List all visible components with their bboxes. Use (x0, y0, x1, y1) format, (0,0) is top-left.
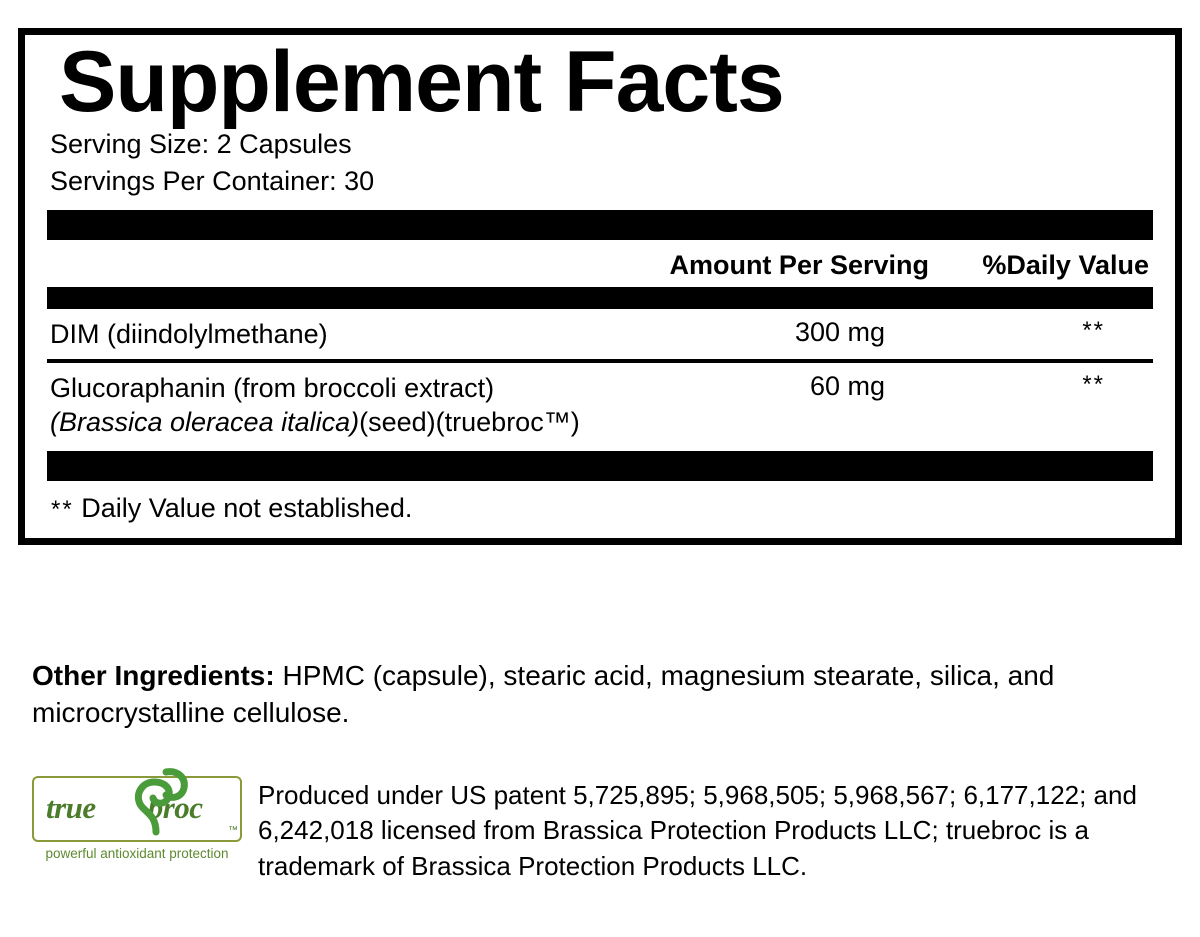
ingredient-daily-value: ** (1082, 317, 1105, 345)
truebroc-logo (32, 772, 242, 861)
logo-tm-icon: ™ (228, 825, 238, 836)
table-header-row (47, 240, 1153, 287)
logo-word-true: true (46, 790, 96, 825)
other-ingredients-label: Other Ingredients: (32, 660, 275, 691)
table-row (47, 309, 1153, 363)
logo-word-broc: broc (147, 790, 203, 825)
ingredient-name: Glucoraphanin (from broccoli extract) (50, 372, 495, 403)
broccoli-swirl-icon (126, 764, 190, 838)
ingredient-name: DIM (diindolylmethane) (50, 319, 328, 350)
ingredient-subname (50, 405, 585, 440)
other-ingredients-text: HPMC (capsule), stearic acid, magnesium stearate, silica, and microcrystalline cellulose. (32, 660, 1055, 728)
footnote-text: Daily Value not established. (81, 492, 413, 523)
ingredient-amount: 300 mg (794, 317, 885, 348)
logo-box (32, 776, 242, 842)
footer (32, 772, 1177, 884)
divider-thick-bottom (47, 451, 1153, 481)
logo-tagline: powerful antioxidant protection (45, 846, 229, 861)
page-title: Supplement Facts (59, 34, 784, 130)
divider-thick-top (47, 210, 1153, 240)
ingredient-name-block (47, 371, 585, 440)
ingredient-daily-value: ** (1082, 370, 1105, 398)
patent-notice: Produced under US patent 5,725,895; 5,968,505; 5,968,567; 6,177,122; and 6,242,018 licensed from Brassica Protection Products LLC; truebroc is a trademark of Brassica Protection Products LLC. (258, 780, 1137, 881)
ingredient-source-note: (seed)(truebroc™) (359, 407, 580, 438)
footnote (47, 481, 1153, 528)
footnote-marker: ** (51, 495, 74, 523)
header-amount-per-serving: Amount Per Serving (669, 250, 929, 281)
ingredient-latin-name: (Brassica oleracea italica) (50, 407, 360, 438)
servings-per-container: Servings Per Container: 30 (50, 165, 375, 196)
header-daily-value: %Daily Value (982, 250, 1149, 281)
other-ingredients (32, 658, 1172, 732)
table-row (47, 363, 1153, 447)
ingredient-amount: 60 mg (809, 370, 885, 401)
divider-under-header (47, 287, 1153, 309)
supplement-facts-panel (18, 28, 1182, 545)
serving-size: Serving Size: 2 Capsules (50, 128, 352, 159)
